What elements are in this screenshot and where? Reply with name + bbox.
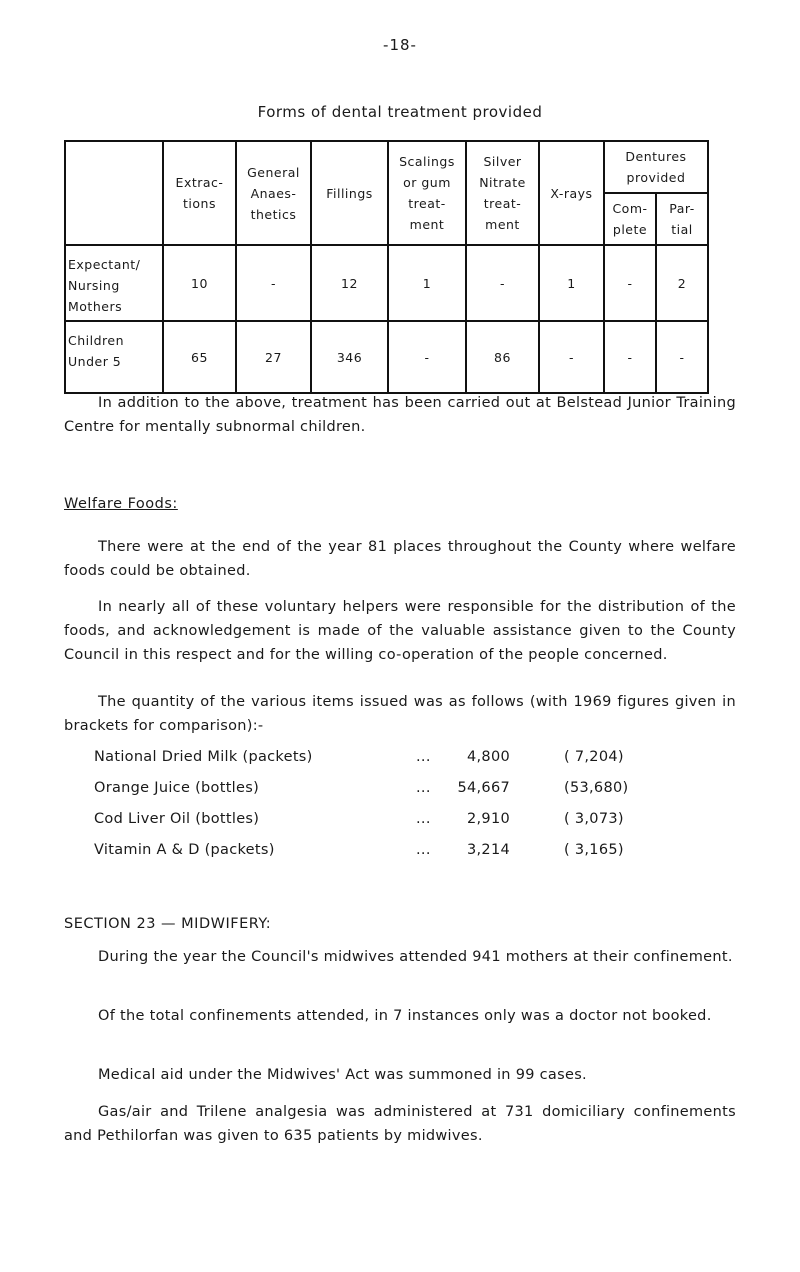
item-current-quantity: 54,667: [457, 780, 510, 796]
welfare-paragraph-quantity: The quantity of the various items issued was as follows (with 1969 figures given in brackets for comparison):-: [64, 694, 736, 734]
header-xrays: X-rays: [539, 141, 604, 245]
header-silver-nitrate: Silver Nitrate treat- ment: [466, 141, 539, 245]
item-current-quantity: 3,214: [466, 842, 510, 858]
table-title: Forms of dental treatment provided: [257, 103, 543, 121]
page-number: -18-: [383, 36, 417, 54]
table-row: [65, 245, 708, 321]
cell-value: -: [604, 245, 656, 321]
item-name: Orange Juice (bottles): [94, 780, 260, 796]
item-previous-quantity: ( 7,204): [564, 749, 624, 765]
item-previous-quantity: (53,680): [564, 780, 629, 796]
cell-value: -: [236, 245, 311, 321]
header-blank-cell: [65, 141, 163, 245]
item-leader-dots: ...: [416, 780, 431, 796]
row-label: Expectant/ Nursing Mothers: [65, 245, 163, 321]
item-current-quantity: 4,800: [466, 749, 510, 765]
midwifery-paragraph-analgesia: Gas/air and Trilene analgesia was administered at 731 domiciliary confinements and Pethilorfan was given to 635 patients by midwives.: [64, 1104, 736, 1144]
cell-value: 1: [388, 245, 466, 321]
header-general-anaesthetics: General Anaes- thetics: [236, 141, 311, 245]
cell-value: -: [604, 321, 656, 393]
item-name: National Dried Milk (packets): [94, 749, 313, 765]
midwifery-paragraph-doctor: Of the total confinements attended, in 7 instances only was a doctor not booked.: [98, 1008, 712, 1024]
cell-value: 27: [236, 321, 311, 393]
header-fillings: Fillings: [311, 141, 388, 245]
midwifery-section-heading: SECTION 23 — MIDWIFERY:: [64, 916, 272, 932]
cell-value: 2: [656, 245, 708, 321]
cell-value: -: [656, 321, 708, 393]
item-name: Vitamin A & D (packets): [94, 842, 275, 858]
header-dentures-provided: Dentures provided: [604, 141, 708, 193]
cell-value: -: [388, 321, 466, 393]
dental-treatment-table: [64, 140, 709, 394]
cell-value: 10: [163, 245, 236, 321]
table-header-row: [65, 141, 708, 193]
item-leader-dots: ...: [416, 749, 431, 765]
row-label: Children Under 5: [65, 321, 163, 393]
item-name: Cod Liver Oil (bottles): [94, 811, 260, 827]
header-scalings: Scalings or gum treat- ment: [388, 141, 466, 245]
item-current-quantity: 2,910: [466, 811, 510, 827]
item-leader-dots: ...: [416, 842, 431, 858]
cell-value: 1: [539, 245, 604, 321]
cell-value: 86: [466, 321, 539, 393]
cell-value: -: [539, 321, 604, 393]
cell-value: -: [466, 245, 539, 321]
cell-value: 65: [163, 321, 236, 393]
welfare-foods-heading: Welfare Foods:: [64, 496, 178, 512]
table-row: [65, 321, 708, 393]
cell-value: 346: [311, 321, 388, 393]
welfare-paragraph-places: There were at the end of the year 81 places throughout the County where welfare foods could be obtained.: [64, 539, 736, 579]
midwifery-paragraph-mothers: During the year the Council's midwives attended 941 mothers at their confinement.: [98, 949, 733, 965]
header-extractions: Extrac- tions: [163, 141, 236, 245]
header-complete: Com- plete: [604, 193, 656, 245]
cell-value: 12: [311, 245, 388, 321]
item-previous-quantity: ( 3,073): [564, 811, 624, 827]
item-previous-quantity: ( 3,165): [564, 842, 624, 858]
midwifery-paragraph-medical-aid: Medical aid under the Midwives' Act was summoned in 99 cases.: [98, 1067, 587, 1083]
welfare-paragraph-helpers: In nearly all of these voluntary helpers were responsible for the distribution of the foods, and acknowledgement is made of the valuable assistance given to the County Council in this respect and for the willing co-operation of the people concerned.: [64, 599, 736, 663]
belstead-paragraph: In addition to the above, treatment has been carried out at Belstead Junior Training Centre for mentally subnormal children.: [64, 395, 736, 435]
item-leader-dots: ...: [416, 811, 431, 827]
header-partial: Par- tial: [656, 193, 708, 245]
